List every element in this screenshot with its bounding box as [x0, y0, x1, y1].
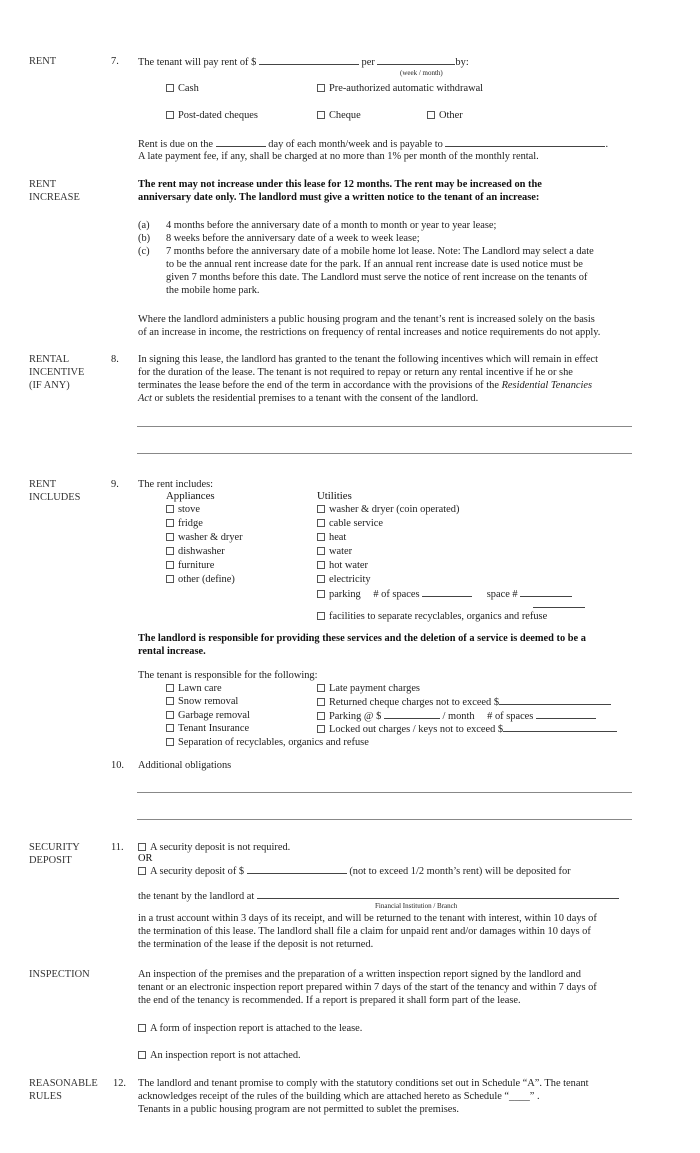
item-label: washer & dryer (coin operated)	[329, 504, 460, 515]
option-label: Pre-authorized automatic withdrawal	[329, 83, 484, 94]
incentive-line-2[interactable]	[137, 453, 632, 454]
item-label: Returned cheque charges not to exceed $	[329, 697, 500, 708]
item-label: Parking @ $	[329, 711, 382, 722]
increase-item-text: 7 months before the anniversary date of a mobile home lot lease. Note: The Landlord may select a date	[166, 246, 594, 257]
section-label-reasonable-rules-2: RULES	[29, 1091, 62, 1102]
checkbox[interactable]	[138, 1024, 146, 1032]
tenant-item[interactable]	[166, 709, 250, 722]
clause-number: 9.	[111, 479, 119, 490]
checkbox[interactable]	[427, 111, 435, 119]
tenant-item[interactable]	[166, 682, 222, 695]
inspection-text: An inspection of the premises and the preparation of a written inspection report signed by the landlord and	[138, 969, 581, 980]
rent-includes-intro: The rent includes:	[138, 479, 214, 490]
deposit-amount-field[interactable]	[247, 864, 347, 874]
utility-item[interactable]	[317, 545, 352, 558]
item-label: Garbage removal	[178, 710, 250, 721]
item-label: other (define)	[178, 574, 235, 585]
utilities-heading: Utilities	[317, 490, 352, 502]
utility-item[interactable]	[317, 573, 371, 586]
item-label: water	[329, 546, 353, 557]
checkbox[interactable]	[166, 575, 174, 583]
option-label: Post-dated cheques	[178, 110, 258, 121]
incentive-text: for the duration of the lease. The tenant is not required to repay or return any rental incentive if he or she	[138, 367, 573, 378]
increase-item-marker: (b)	[138, 233, 151, 244]
section-label-inspection: INSPECTION	[29, 969, 90, 980]
tenant-item[interactable]	[317, 722, 617, 736]
section-label-rent-includes-2: INCLUDES	[29, 492, 81, 503]
item-label: Tenant Insurance	[178, 723, 250, 734]
checkbox[interactable]	[317, 575, 325, 583]
option-label: Cash	[178, 83, 199, 94]
rent-amount-field[interactable]	[259, 55, 359, 65]
item-label: stove	[178, 504, 200, 515]
checkbox[interactable]	[166, 111, 174, 119]
item-label: Separation of recyclables, organics and refuse	[178, 737, 369, 748]
space-number-label: space #	[486, 589, 518, 600]
rent-period-field[interactable]	[377, 55, 455, 65]
item-label: Late payment charges	[329, 683, 420, 694]
by-text: by:	[455, 57, 469, 68]
item-label: fridge	[178, 518, 203, 529]
increase-item-text: to be the annual rent increase date for the park. If an annual rent increase date is used notice must be	[166, 259, 583, 270]
option-label: A form of inspection report is attached to the lease.	[150, 1023, 363, 1034]
space-number-extra-line[interactable]	[533, 607, 585, 608]
appliance-item[interactable]	[166, 531, 243, 544]
checkbox[interactable]	[166, 505, 174, 513]
checkbox[interactable]	[317, 519, 325, 527]
incentive-text	[138, 379, 592, 392]
option-label: An inspection report is not attached.	[150, 1050, 301, 1061]
tenant-item[interactable]	[166, 736, 369, 749]
checkbox[interactable]	[166, 561, 174, 569]
checkbox[interactable]	[317, 590, 325, 598]
clause-number: 7.	[111, 56, 119, 67]
item-label: dishwasher	[178, 546, 225, 557]
increase-item-text: 4 months before the anniversary date of a month to month or year to year lease;	[166, 220, 497, 231]
incentive-text-part: terminates the lease before the end of the term in accordance with the provisions of the	[138, 380, 499, 391]
checkbox[interactable]	[317, 725, 325, 733]
tenant-item[interactable]	[166, 722, 249, 735]
item-label: facilities to separate recyclables, organics and refuse	[329, 611, 548, 622]
checkbox[interactable]	[166, 533, 174, 541]
rules-text: The landlord and tenant promise to comply with the statutory conditions set out in Schedule “A”. The tenant	[138, 1078, 589, 1089]
section-label-rent: RENT	[29, 56, 57, 67]
rent-increase-intro: The rent may not increase under this lease for 12 months. The rent may be increased on the	[138, 179, 542, 190]
rules-text: Tenants in a public housing program are not permitted to sublet the premises.	[138, 1104, 460, 1115]
deposit-not-required-option[interactable]	[138, 841, 290, 854]
item-label: heat	[329, 532, 347, 543]
item-label: Lawn care	[178, 683, 222, 694]
checkbox[interactable]	[317, 505, 325, 513]
utility-item[interactable]	[317, 503, 459, 516]
checkbox[interactable]	[138, 867, 146, 875]
option-label: A security deposit of $	[150, 866, 245, 877]
payment-option-other[interactable]	[427, 109, 463, 122]
inspection-not-attached-option[interactable]	[138, 1049, 301, 1062]
rules-text: acknowledges receipt of the rules of the building which are attached hereto as Schedule “____” .	[138, 1091, 540, 1102]
rent-due-line	[138, 137, 608, 151]
increase-item-marker: (c)	[138, 246, 150, 257]
tenant-item[interactable]	[317, 695, 611, 709]
or-separator: OR	[138, 853, 153, 864]
spaces-label: # of spaces	[373, 589, 420, 600]
section-label-rental-incentive: RENTAL	[29, 354, 70, 365]
payable-text: day of each month/week and is payable to	[268, 139, 443, 150]
per-month-label: / month	[442, 711, 475, 722]
item-label: washer & dryer	[178, 532, 243, 543]
checkbox[interactable]	[138, 843, 146, 851]
checkbox[interactable]	[166, 724, 174, 732]
section-label-rental-incentive-2: INCENTIVE	[29, 367, 85, 378]
public-housing-note-2: of an increase in income, the restrictions on frequency of rental increases and notice requirements do not apply.	[138, 327, 601, 338]
checkbox[interactable]	[317, 698, 325, 706]
clause-number: 8.	[111, 354, 119, 365]
landlord-at-text: the tenant by the landlord at	[138, 891, 255, 902]
act-name: Act	[138, 393, 152, 404]
checkbox[interactable]	[166, 84, 174, 92]
per-text: per	[361, 57, 375, 68]
checkbox[interactable]	[166, 738, 174, 746]
option-label-2: (not to exceed 1/2 month’s rent) will be deposited for	[349, 866, 571, 877]
utility-item[interactable]	[317, 559, 368, 572]
incentive-line-1[interactable]	[137, 426, 632, 427]
incentive-text-part: or sublets the residential premises to a tenant with the consent of the landlord.	[154, 393, 479, 404]
tenant-parking-spaces-field[interactable]	[536, 709, 596, 719]
trust-text: in a trust account within 3 days of its receipt, and will be returned to the tenant with interest, within 10 days of	[138, 913, 597, 924]
payment-option-preauthorized[interactable]	[317, 82, 483, 95]
appliance-item[interactable]	[166, 517, 203, 530]
payment-option-postdated[interactable]	[166, 109, 258, 122]
additional-obligations-label: Additional obligations	[138, 760, 232, 771]
section-label-security-deposit-2: DEPOSIT	[29, 855, 72, 866]
section-label-rent-increase-2: INCREASE	[29, 192, 80, 203]
inspection-attached-option[interactable]	[138, 1022, 362, 1035]
due-day-field[interactable]	[216, 137, 266, 147]
payable-to-field[interactable]	[445, 137, 605, 147]
additional-line-1[interactable]	[137, 792, 632, 793]
item-label: Snow removal	[178, 696, 239, 707]
spaces-label: # of spaces	[487, 711, 534, 722]
increase-item-text: the mobile home park.	[166, 285, 260, 296]
utility-item[interactable]	[317, 531, 346, 544]
institution-hint: Financial Institution / Branch	[375, 902, 458, 910]
increase-item-text: 8 weeks before the anniversary date of a week to week lease;	[166, 233, 420, 244]
due-text: Rent is due on the	[138, 139, 214, 150]
tenant-item[interactable]	[317, 682, 420, 695]
checkbox[interactable]	[317, 547, 325, 555]
item-label: furniture	[178, 560, 215, 571]
tenant-responsibility-intro: The tenant is responsible for the following:	[138, 670, 318, 681]
appliance-item[interactable]	[166, 545, 225, 558]
clause-number: 10.	[111, 760, 124, 771]
rent-text: The tenant will pay rent of $	[138, 57, 257, 68]
clause-number: 12.	[113, 1078, 126, 1089]
trust-text: the termination of the lease if the deposit is not returned.	[138, 939, 374, 950]
increase-item-marker: (a)	[138, 220, 150, 231]
checkbox[interactable]	[317, 111, 325, 119]
period-hint: (week / month)	[400, 69, 443, 77]
appliance-item[interactable]	[166, 559, 214, 572]
returned-cheque-field[interactable]	[499, 695, 611, 705]
public-housing-note: Where the landlord administers a public housing program and the tenant’s rent is increased solely on the basis	[138, 314, 595, 325]
section-label-rent-includes: RENT	[29, 479, 57, 490]
tenant-item[interactable]	[317, 709, 596, 723]
landlord-responsibility-2: rental increase.	[138, 646, 206, 657]
clause-number: 11.	[111, 842, 124, 853]
utility-item[interactable]	[317, 517, 383, 530]
checkbox[interactable]	[166, 547, 174, 555]
item-label: Locked out charges / keys not to exceed $	[329, 724, 504, 735]
checkbox[interactable]	[317, 561, 325, 569]
inspection-text: tenant or an electronic inspection report prepared within 7 days of the start of the tenancy and within 7 days of	[138, 982, 597, 993]
parking-rate-field[interactable]	[384, 709, 440, 719]
checkbox[interactable]	[166, 519, 174, 527]
appliances-heading: Appliances	[166, 490, 215, 502]
item-label: parking	[329, 589, 361, 600]
payment-option-cash[interactable]	[166, 82, 199, 95]
period: .	[605, 139, 609, 150]
late-fee-text: A late payment fee, if any, shall be charged at no more than 1% per month of the monthly rental.	[138, 151, 539, 162]
checkbox[interactable]	[317, 712, 325, 720]
parking-spaces-field[interactable]	[422, 587, 472, 597]
item-label: electricity	[329, 574, 371, 585]
section-label-rental-incentive-3: (IF ANY)	[29, 380, 70, 391]
rent-increase-intro-2: anniversary date only. The landlord must give a written notice to the tenant of an increase:	[138, 192, 540, 203]
payment-option-cheque[interactable]	[317, 109, 361, 122]
checkbox[interactable]	[138, 1051, 146, 1059]
option-label: Cheque	[329, 110, 361, 121]
option-label: Other	[439, 110, 463, 121]
item-label: cable service	[329, 518, 383, 529]
deposit-amount-option[interactable]	[138, 864, 571, 878]
utility-item-facilities[interactable]	[317, 610, 547, 623]
inspection-text: the end of the tenancy is recommended. If a report is prepared it shall form part of the lease.	[138, 995, 521, 1006]
appliance-item[interactable]	[166, 573, 235, 586]
checkbox[interactable]	[317, 84, 325, 92]
incentive-text: In signing this lease, the landlord has granted to the tenant the following incentives which will remain in effect	[138, 354, 599, 365]
option-label: A security deposit is not required.	[150, 842, 291, 853]
space-number-field[interactable]	[520, 587, 572, 597]
checkbox[interactable]	[317, 533, 325, 541]
checkbox[interactable]	[317, 612, 325, 620]
section-label-reasonable-rules: REASONABLE	[29, 1078, 98, 1089]
act-name: Residential Tenancies	[501, 380, 593, 391]
landlord-responsibility: The landlord is responsible for providing these services and the deletion of a service is deemed to be a	[138, 633, 586, 644]
checkbox[interactable]	[166, 711, 174, 719]
incentive-text	[138, 392, 478, 405]
appliance-item[interactable]	[166, 503, 200, 516]
tenant-item[interactable]	[166, 695, 238, 708]
checkbox[interactable]	[166, 684, 174, 692]
item-label: hot water	[329, 560, 368, 571]
section-label-rent-increase: RENT	[29, 179, 57, 190]
trust-text: the termination of this lease. The landlord shall file a claim for unpaid rent and/or damages within 10 days of	[138, 926, 591, 937]
additional-line-2[interactable]	[137, 819, 632, 820]
checkbox[interactable]	[317, 684, 325, 692]
financial-institution-field[interactable]	[257, 889, 619, 899]
locked-out-field[interactable]	[503, 722, 617, 732]
section-label-security-deposit: SECURITY	[29, 842, 80, 853]
checkbox[interactable]	[166, 697, 174, 705]
utility-item-parking[interactable]	[317, 587, 572, 601]
increase-item-text: given 7 months before this date. The Landlord must serve the notice of rent increase on the tenants of	[166, 272, 588, 283]
